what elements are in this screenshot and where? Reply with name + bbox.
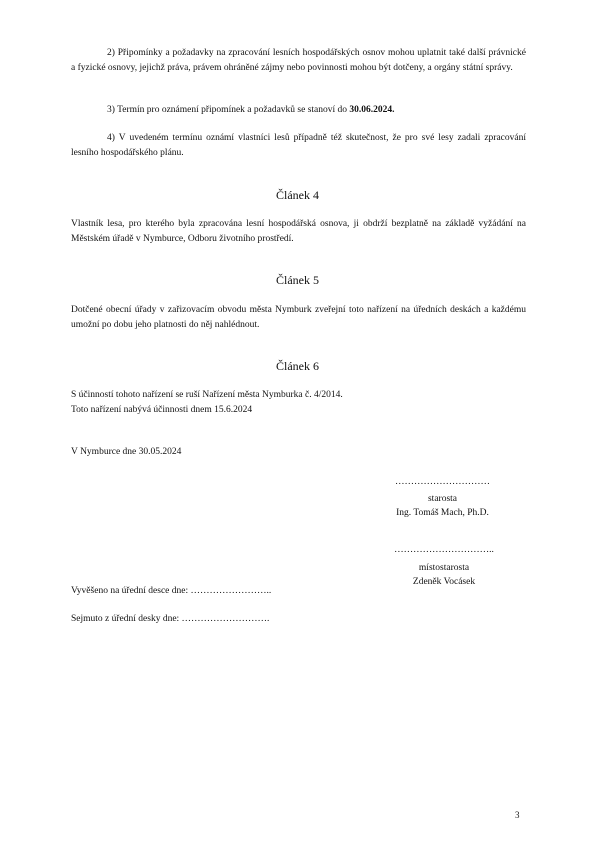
mayor-name: Ing. Tomáš Mach, Ph.D. <box>396 508 489 518</box>
mayor-role: starosta <box>427 494 458 504</box>
deputy-name: Zdeněk Vocásek <box>412 577 476 587</box>
deputy-signature-block <box>385 543 503 589</box>
article-6-heading: Článek 6 <box>276 359 319 373</box>
article-4-heading: Článek 4 <box>276 188 319 202</box>
paragraph-3-deadline: 30.06.2024. <box>349 105 395 115</box>
deputy-role: místostarosta <box>418 563 470 573</box>
paragraph-3 <box>71 103 526 118</box>
article-4-text: Vlastník lesa, pro kterého byla zpracována lesní hospodářská osnova, ji obdrží bezplatně na základě vyžádání na Městském úřadě v Nymburce, Odboru životního prostředí. <box>71 219 526 244</box>
article-5-heading: Článek 5 <box>276 273 319 287</box>
removed-from-board: Sejmuto z úřední desky dne: ………………………. <box>71 614 270 624</box>
paragraph-4: 4) V uvedeném termínu oznámí vlastníci lesů případně též skutečnost, že pro své lesy zadali zpracování lesního hospodářského plánu. <box>71 133 526 158</box>
page-number: 3 <box>515 810 520 820</box>
paragraph-3-text: 3) Termín pro oznámení připomínek a požadavků se stanoví do <box>107 105 350 115</box>
paragraph-2: 2) Připomínky a požadavky na zpracování lesních hospodářských osnov mohou uplatnit také další právnické a fyzické osnovy, jejichž práva, právem ohráněné zájmy nebo povinnosti mohou být dotčeny, a orgány státní správy. <box>71 48 526 73</box>
place-and-date: V Nymburce dne 30.05.2024 <box>71 447 182 457</box>
article-6-line-1: S účinností tohoto nařízení se ruší Nařízení města Nymburka č. 4/2014. <box>71 390 343 400</box>
mayor-signature-block <box>385 475 500 520</box>
article-6-line-2: Toto nařízení nabývá účinnosti dnem 15.6.2024 <box>71 405 253 415</box>
posted-on-board: Vyvěšeno na úřední desce dne: …………………….. <box>71 586 272 596</box>
mayor-signature-line: ………………………… <box>395 477 490 487</box>
article-5-text: Dotčené obecní úřady v zařizovacím obvodu města Nymburk zveřejní toto nařízení na úředních deskách a každému umožní po dobu jeho platnosti do něj nahlédnout. <box>71 305 526 330</box>
deputy-signature-line: ………………………….. <box>394 545 494 555</box>
